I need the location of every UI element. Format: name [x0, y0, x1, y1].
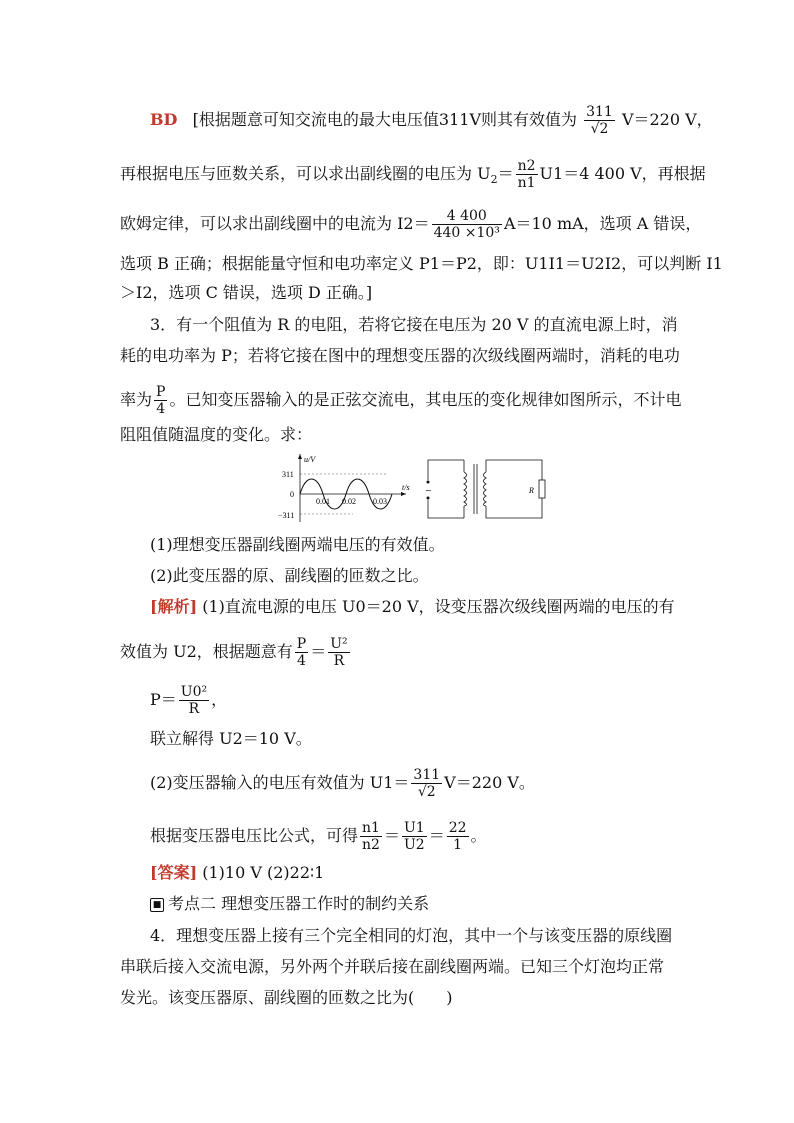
analysis-line-6: 根据变压器电压比公式，可得 $\frac{n1}{n2}$ ＝ $\frac{U1}{U2}$ ＝ $\frac{22}{1}$ 。: [150, 820, 487, 853]
analysis-line-4: 联立解得 U2＝10 V。: [150, 729, 312, 748]
secondary-coil: [484, 472, 487, 506]
y-tick-top: 311: [282, 470, 294, 479]
fraction: $\frac{311}{√2}$: [586, 104, 613, 137]
fraction: $\frac{n2}{n1}$: [517, 158, 536, 191]
voltage-waveform-and-transformer-figure: [278, 452, 550, 524]
analysis-label: [解析]: [150, 597, 198, 616]
primary-coil: [464, 472, 467, 506]
y-tick-zero: 0: [290, 490, 294, 499]
analysis-line-3: P＝ $\frac{\text{U0²}}{R}$ ，: [150, 684, 228, 717]
question-3-line-1: 3．有一个阻值为 R 的电阻，若将它接在电压为 20 V 的直流电源上时，消: [150, 315, 678, 334]
fraction: $\frac{P}{4}$: [156, 384, 166, 417]
x-tick: 0.01: [316, 497, 330, 506]
sub-question-2: (2)此变压器的原、副线圈的匝数之比。: [150, 566, 429, 585]
fraction: $\frac{n1}{n2}$: [362, 820, 380, 853]
point-icon: ■: [150, 898, 164, 912]
x-axis-label: t/s: [402, 483, 410, 492]
y-tick-bottom: −311: [278, 511, 295, 520]
question-4-line-3: 发光。该变压器原、副线圈的匝数之比为( ): [120, 988, 453, 1007]
x-tick: 0.03: [373, 497, 387, 506]
answer-line: [答案] (1)10 V (2)22∶1: [150, 863, 325, 882]
answer-explanation-line-2: 再根据电压与匝数关系，可以求出副线圈的电压为 $U_2=$ $\frac{n2}{n1}$ U1＝4 400 V，再根据: [120, 158, 706, 191]
question-3-line-3: 率为 $\frac{P}{4}$ 。已知变压器输入的是正弦交流电，其电压的变化规律如图所示，不计电: [120, 384, 682, 417]
answer-label: BD: [150, 110, 178, 129]
answer-explanation-line-1: BD [根据题意可知交流电的最大电压值311V则其有效值为 $\frac{311}{√2}$ V＝220 V，: [150, 104, 713, 137]
answer-explanation-line-3: 欧姆定律，可以求出副线圈中的电流为 I2＝ $\frac{4 400}{\text{440 ×10³}}$ A＝10 mA，选项 A 错误，: [120, 208, 702, 241]
fraction: $\frac{22}{1}$: [448, 820, 467, 853]
analysis-line-5: (2)变压器输入的电压有效值为 U1＝ $\frac{311}{√2}$ V＝220 V。: [150, 767, 535, 800]
question-4-line-2: 串联后接入交流电源，另外两个并联后接在副线圈两端。已知三个灯泡均正常: [120, 957, 665, 976]
answer-explanation-line-4: 选项 B 正确；根据能量守恒和电功率定义 P1＝P2，即：U1I1＝U2I2，可以判断 I1: [120, 254, 723, 273]
fraction: $\frac{\text{U²}}{R}$: [330, 636, 348, 669]
sub-question-1: (1)理想变压器副线圈两端电压的有效值。: [150, 535, 445, 554]
y-axis-label: u/V: [304, 455, 316, 464]
section-heading: ■ 考点二 理想变压器工作时的制约关系: [150, 894, 429, 914]
x-tick: 0.02: [342, 497, 356, 506]
question-3-line-2: 耗的电功率为 P；若将它接在图中的理想变压器的次级线圈两端时，消耗的电功: [120, 346, 680, 365]
analysis-line-1: [解析] (1)直流电源的电压 U0＝20 V，设变压器次级线圈两端的电压的有: [150, 597, 675, 616]
fraction: $\frac{P}{4}$: [296, 636, 307, 669]
resistor: [539, 480, 545, 498]
fraction: $\frac{\text{U0²}}{R}$: [180, 684, 208, 717]
question-3-line-4: 阻阻值随温度的变化。求：: [120, 425, 313, 444]
fraction: $\frac{311}{√2}$: [413, 767, 441, 800]
answer-tag: [答案]: [150, 863, 198, 882]
question-4-line-1: 4．理想变压器上接有三个完全相同的灯泡，其中一个与该变压器的原线圈: [150, 926, 673, 945]
fraction: $\frac{4 400}{\text{440 ×10³}}$: [433, 208, 500, 241]
analysis-line-2: 效值为 U2，根据题意有 $\frac{P}{4}$ ＝ $\frac{\text{U²}}{R}$: [120, 636, 348, 669]
ac-source-symbol: ~: [425, 486, 432, 495]
fraction: $\frac{U1}{U2}$: [403, 820, 425, 853]
answer-explanation-line-5: ＞I2，选项 C 错误，选项 D 正确。]: [120, 283, 373, 302]
resistor-label: R: [529, 486, 534, 495]
